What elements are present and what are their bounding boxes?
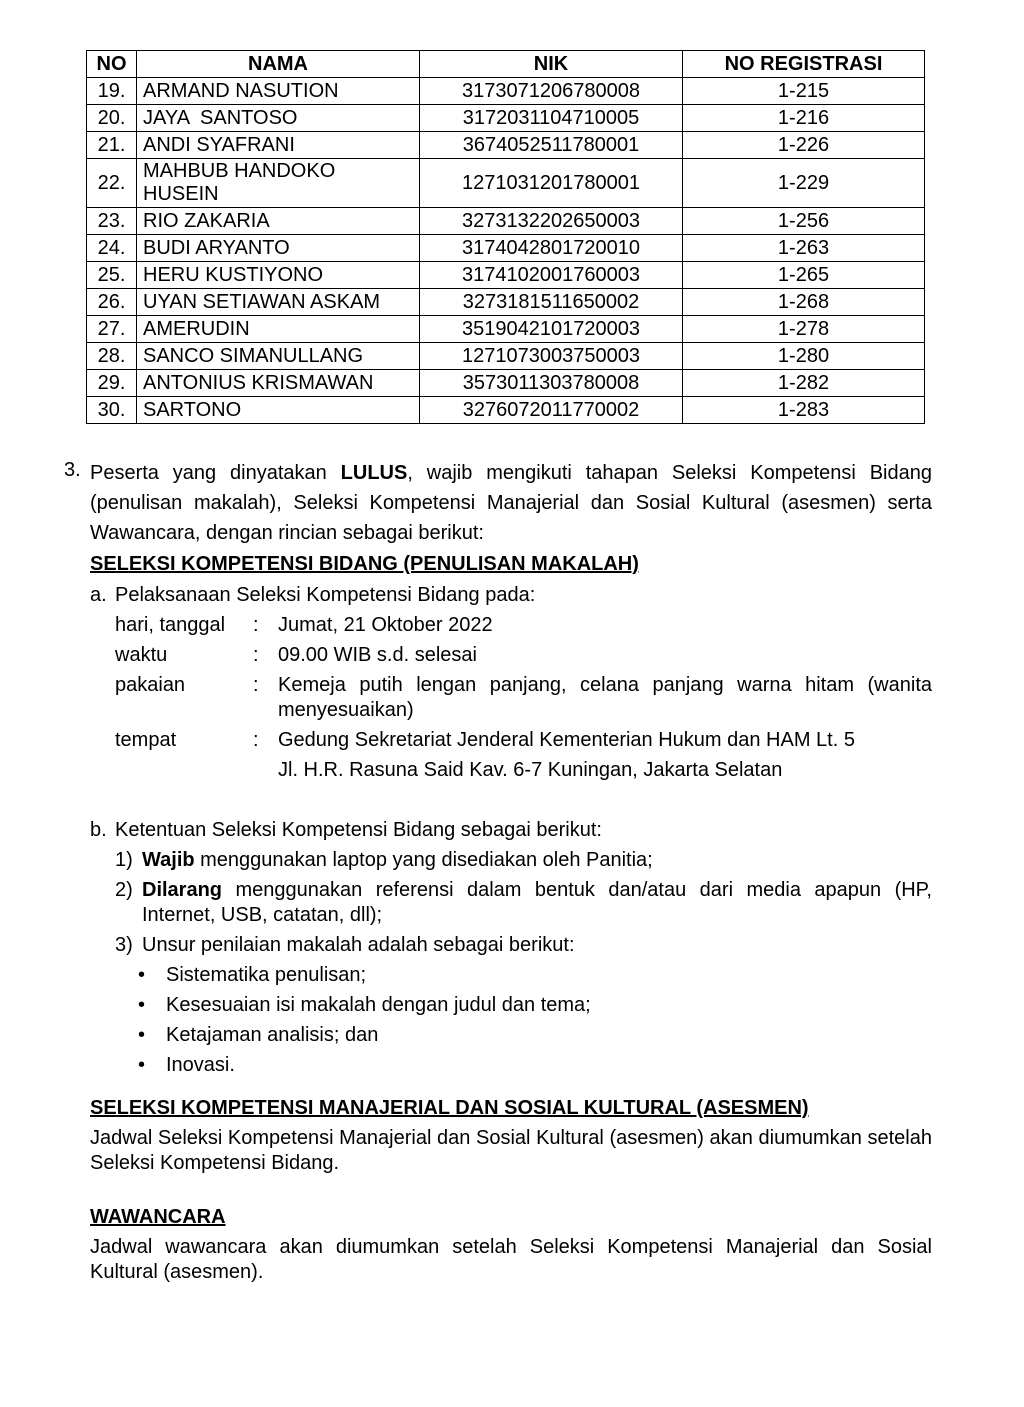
label-tempat: tempat: [115, 729, 177, 751]
value-pakaian: Kemeja putih lengan panjang, celana panjang warna hitam (wanita menyesuaikan): [278, 674, 932, 721]
cell-nama: UYAN SETIAWAN ASKAM: [137, 289, 420, 316]
table-row: [87, 235, 925, 262]
header-nik: NIK: [420, 51, 683, 78]
header-nama: NAMA: [137, 51, 420, 78]
cell-nik: 3276072011770002: [420, 397, 683, 424]
cell-no-registrasi: 1-229: [683, 159, 925, 208]
colon: :: [253, 644, 259, 666]
cell-no-registrasi: 1-226: [683, 132, 925, 159]
header-no-registrasi: NO REGISTRASI: [683, 51, 925, 78]
bullet-icon: •: [138, 1054, 146, 1076]
rule-1-rest: menggunakan laptop yang disediakan oleh Panitia;: [194, 849, 653, 871]
value-hari-tanggal: Jumat, 21 Oktober 2022: [278, 614, 493, 636]
cell-no: 19.: [87, 78, 137, 105]
detail-row-pakaian: [115, 673, 935, 723]
cell-nama: HERU KUSTIYONO: [137, 262, 420, 289]
cell-no-registrasi: 1-265: [683, 262, 925, 289]
item-a-title: Pelaksanaan Seleksi Kompetensi Bidang pada:: [115, 584, 536, 606]
cell-nik: 3674052511780001: [420, 132, 683, 159]
item-3-paragraph: [90, 458, 932, 548]
cell-no: 28.: [87, 343, 137, 370]
item-a-marker: a.: [90, 584, 107, 606]
section-heading-wawancara: WAWANCARA: [90, 1206, 226, 1228]
table-header-row: [87, 51, 925, 78]
section-heading-asesmen: SELEKSI KOMPETENSI MANAJERIAL DAN SOSIAL KULTURAL (ASESMEN): [90, 1097, 809, 1119]
item-b-title: Ketentuan Seleksi Kompetensi Bidang sebagai berikut:: [115, 819, 602, 841]
cell-nama: SANCO SIMANULLANG: [137, 343, 420, 370]
value-tempat-line2: Jl. H.R. Rasuna Said Kav. 6-7 Kuningan, Jakarta Selatan: [278, 759, 783, 781]
table-row: [87, 289, 925, 316]
rule-3-text: Unsur penilaian makalah adalah sebagai berikut:: [142, 934, 575, 956]
table-row: [87, 132, 925, 159]
cell-no: 21.: [87, 132, 137, 159]
bullet-icon: •: [138, 1024, 146, 1046]
item-3-number: 3.: [64, 459, 81, 481]
header-no: NO: [87, 51, 137, 78]
cell-no-registrasi: 1-256: [683, 208, 925, 235]
colon: :: [253, 614, 259, 636]
table-row: [87, 208, 925, 235]
cell-no-registrasi: 1-280: [683, 343, 925, 370]
cell-nama: ANTONIUS KRISMAWAN: [137, 370, 420, 397]
table-row: [87, 262, 925, 289]
table-row: [87, 397, 925, 424]
cell-no-registrasi: 1-278: [683, 316, 925, 343]
item-3-bold-lulus: LULUS: [340, 462, 408, 484]
cell-nama: RIO ZAKARIA: [137, 208, 420, 235]
cell-nik: 1271031201780001: [420, 159, 683, 208]
colon: :: [253, 674, 259, 696]
registration-table: [86, 50, 925, 424]
table-row: [87, 105, 925, 132]
bullet-icon: •: [138, 994, 146, 1016]
rule-1-bold: Wajib: [142, 849, 195, 871]
section-asesmen-text: Jadwal Seleksi Kompetensi Manajerial dan Sosial Kultural (asesmen) akan diumumkan setelah Seleksi Kompetensi Bidang.: [90, 1127, 932, 1174]
rule-2-rest: menggunakan referensi dalam bentuk dan/atau dari media apapun (HP, Internet, USB, catatan, dll);: [142, 879, 932, 926]
table-row: [87, 159, 925, 208]
cell-no: 26.: [87, 289, 137, 316]
item-3-text-after: , wajib mengikuti tahapan Seleksi Kompetensi Bidang (penulisan makalah), Seleksi Kompetensi Manajerial dan Sosial Kultural (asesmen) serta Wawancara, dengan rincian sebagai berikut:: [90, 462, 932, 544]
cell-nik: 3174042801720010: [420, 235, 683, 262]
rule-1-text: [142, 848, 653, 873]
label-hari-tanggal: hari, tanggal: [115, 614, 226, 636]
bullet-text: Inovasi.: [166, 1054, 235, 1076]
cell-nama: BUDI ARYANTO: [137, 235, 420, 262]
rule-2-text: [142, 878, 932, 928]
section-heading-kompetensi-bidang: SELEKSI KOMPETENSI BIDANG (PENULISAN MAKALAH): [90, 553, 639, 575]
cell-no-registrasi: 1-282: [683, 370, 925, 397]
cell-nama: ANDI SYAFRANI: [137, 132, 420, 159]
cell-nik: 1271073003750003: [420, 343, 683, 370]
detail-row-hari-tanggal: [115, 613, 935, 639]
cell-nama: AMERUDIN: [137, 316, 420, 343]
cell-no-registrasi: 1-283: [683, 397, 925, 424]
cell-no: 29.: [87, 370, 137, 397]
value-waktu: 09.00 WIB s.d. selesai: [278, 644, 477, 666]
cell-nik: 3519042101720003: [420, 316, 683, 343]
cell-nama: JAYA SANTOSO: [137, 105, 420, 132]
colon: :: [253, 729, 259, 751]
bullet-icon: •: [138, 964, 146, 986]
cell-nama: SARTONO: [137, 397, 420, 424]
section-wawancara-text: Jadwal wawancara akan diumumkan setelah Seleksi Kompetensi Manajerial dan Sosial Kultural (asesmen).: [90, 1236, 932, 1283]
cell-nik: 3172031104710005: [420, 105, 683, 132]
rule-3-number: 3): [115, 934, 133, 956]
label-pakaian: pakaian: [115, 674, 186, 696]
rule-2-number: 2): [115, 879, 133, 901]
cell-no: 27.: [87, 316, 137, 343]
cell-nik: 3174102001760003: [420, 262, 683, 289]
bullet-text: Sistematika penulisan;: [166, 964, 367, 986]
cell-no: 24.: [87, 235, 137, 262]
table-row: [87, 316, 925, 343]
cell-nik: 3273132202650003: [420, 208, 683, 235]
cell-no: 30.: [87, 397, 137, 424]
detail-row-waktu: [115, 643, 935, 669]
bullet-text: Kesesuaian isi makalah dengan judul dan tema;: [166, 994, 591, 1016]
cell-nik: 3573011303780008: [420, 370, 683, 397]
cell-no-registrasi: 1-215: [683, 78, 925, 105]
item-b-marker: b.: [90, 819, 107, 841]
cell-no-registrasi: 1-268: [683, 289, 925, 316]
label-waktu: waktu: [115, 644, 168, 666]
cell-nama: MAHBUB HANDOKO HUSEIN: [137, 159, 420, 208]
cell-no-registrasi: 1-216: [683, 105, 925, 132]
table-row: [87, 343, 925, 370]
bullet-text: Ketajaman analisis; dan: [166, 1024, 379, 1046]
cell-no: 22.: [87, 159, 137, 208]
item-3-text-before: Peserta yang dinyatakan: [90, 462, 341, 484]
cell-nik: 3273181511650002: [420, 289, 683, 316]
value-tempat-line1: Gedung Sekretariat Jenderal Kementerian Hukum dan HAM Lt. 5: [278, 729, 855, 751]
table-row: [87, 78, 925, 105]
rule-2-bold: Dilarang: [142, 879, 223, 901]
table-row: [87, 370, 925, 397]
cell-no: 25.: [87, 262, 137, 289]
detail-row-tempat: [115, 728, 935, 788]
cell-nik: 3173071206780008: [420, 78, 683, 105]
cell-nama: ARMAND NASUTION: [137, 78, 420, 105]
rule-1-number: 1): [115, 849, 133, 871]
cell-no-registrasi: 1-263: [683, 235, 925, 262]
cell-no: 20.: [87, 105, 137, 132]
cell-no: 23.: [87, 208, 137, 235]
